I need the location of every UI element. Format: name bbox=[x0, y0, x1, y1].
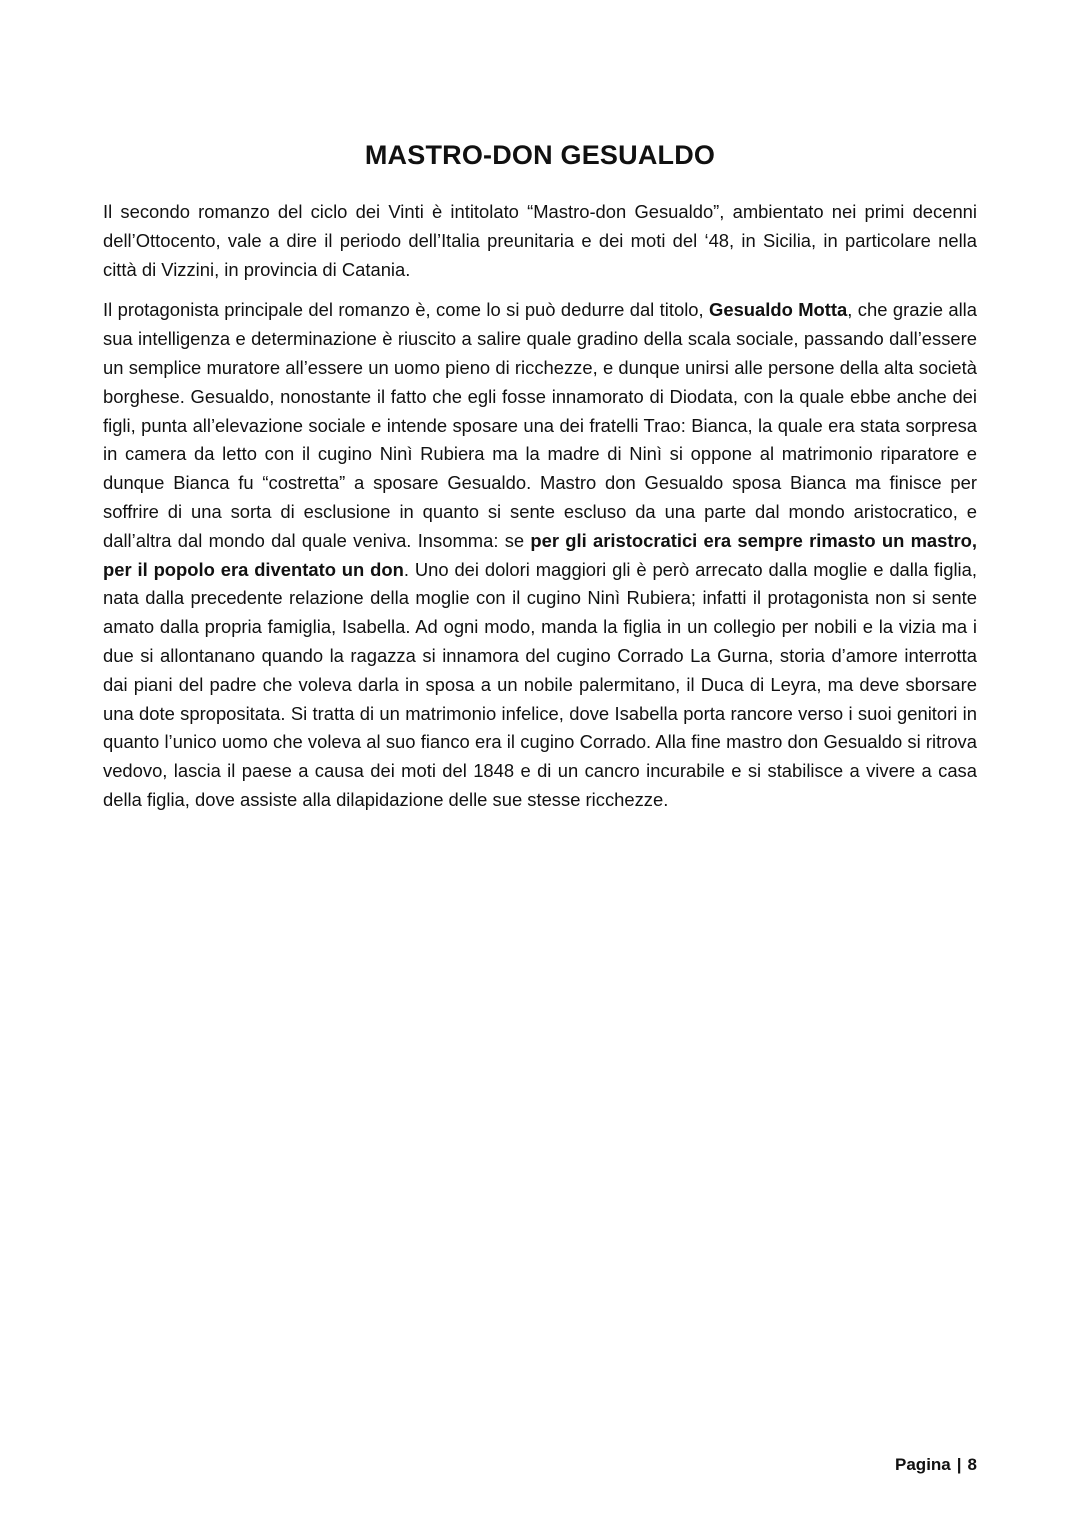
page-separator: | bbox=[956, 1455, 962, 1474]
page-number: 8 bbox=[967, 1455, 977, 1474]
paragraph-text: , che grazie alla sua intelligenza e determinazione è riuscito a salire quale gradino della scala sociale, passando dall’essere un semplice muratore all’essere un uomo pieno di ricchezze, e dunque unirsi alle persone della alta società borghese. Gesualdo, nonostante il fatto che egli fosse innamorato di Diodata, con la quale ebbe anche dei figli, punta all’elevazione sociale e intende sposare una dei fratelli Trao: Bianca, la quale era stata sorpresa in camera da letto con il cugino Ninì Rubiera ma la madre di Ninì si oppone al matrimonio riparatore e dunque Bianca fu “costretta” a sposare Gesualdo. Mastro don Gesualdo sposa Bianca ma finisce per soffrire di una sorta di esclusione in quanto si sente escluso da una parte dal mondo aristocratico, e dall’altra dal mondo dal quale veniva. Insomma: se bbox=[103, 299, 977, 551]
page-label: Pagina bbox=[895, 1455, 951, 1474]
bold-key-quote: per gli aristocratici era sempre rimasto un mastro, per il popolo era diventato un don bbox=[103, 529, 978, 580]
page-footer bbox=[895, 1455, 977, 1475]
paragraph-intro: Il secondo romanzo del ciclo dei Vinti è intitolato “Mastro-don Gesualdo”, ambientato nei primi decenni dell’Ottocento, vale a dire il periodo dell’Italia preunitaria e dei moti del ‘48, in Sicilia, in particolare nella città di Vizzini, in provincia di Catania. bbox=[103, 201, 977, 280]
page-title: MASTRO-DON GESUALDO bbox=[364, 140, 716, 170]
document-body bbox=[103, 198, 977, 827]
paragraph-protagonist bbox=[103, 296, 977, 814]
paragraph-text: . Uno dei dolori maggiori gli è però arrecato dalla moglie e dalla figlia, nata dalla precedente relazione della moglie con il cugino Ninì Rubiera; infatti il protagonista non si sente amato dalla propria famiglia, Isabella. Ad ogni modo, manda la figlia in un collegio per nobili e la vizia ma i due si allontanano quando la ragazza si innamora del cugino Corrado La Gurna, storia d’amore interrotta dai piani del padre che voleva darla in sposa a un nobile palermitano, il Duca di Leyra, ma deve sborsare una dote spropositata. Si tratta di un matrimonio infelice, dove Isabella porta rancore verso i suoi genitori in quanto l’unico uomo che voleva al suo fianco era il cugino Corrado. Alla fine mastro don Gesualdo si ritrova vedovo, lascia il paese a causa dei moti del 1848 e di un cancro incurabile e si stabilisce a vivere a casa della figlia, dove assiste alla dilapidazione delle sue stesse ricchezze. bbox=[103, 558, 977, 810]
paragraph-text: Il protagonista principale del romanzo è, come lo si può dedurre dal titolo, bbox=[103, 299, 710, 321]
bold-protagonist-name: Gesualdo Motta bbox=[709, 299, 848, 321]
